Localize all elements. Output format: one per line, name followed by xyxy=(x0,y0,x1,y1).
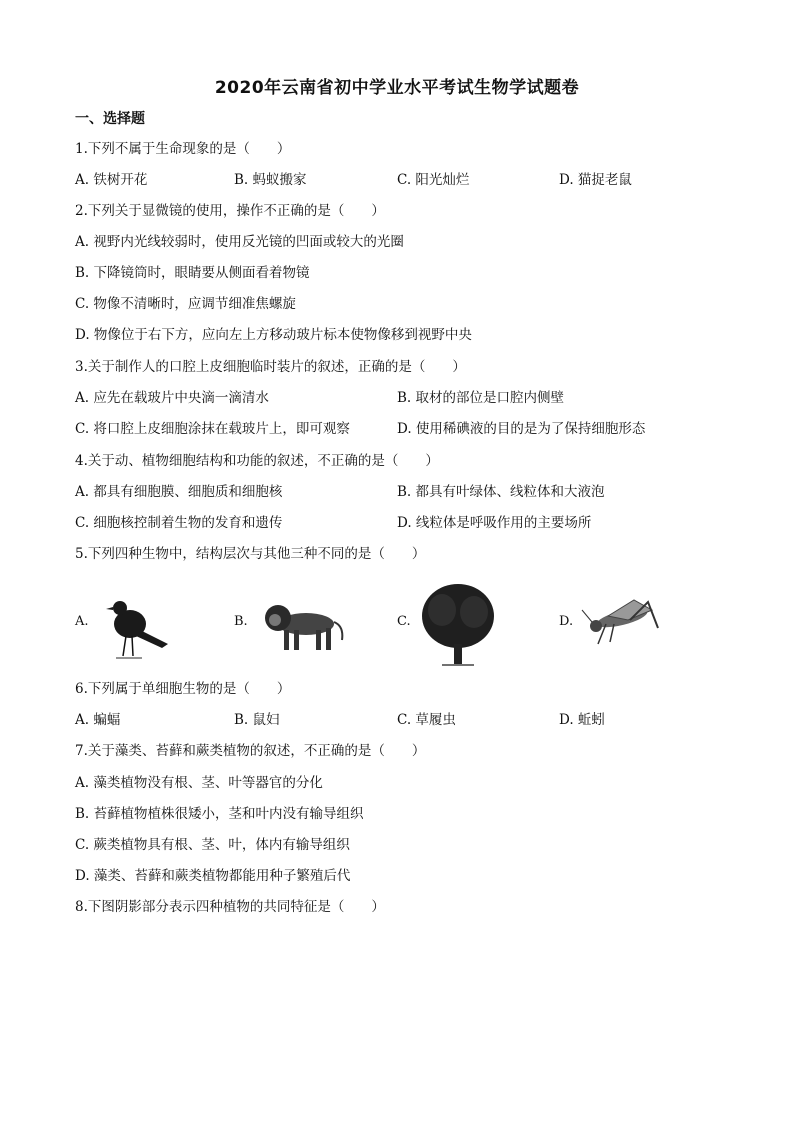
question-7-option-a: A. 藻类植物没有根、茎、叶等器官的分化 xyxy=(75,775,323,791)
question-1-option-a: A. 铁树开花 xyxy=(75,172,148,188)
question-2-option-a: A. 视野内光线较弱时，使用反光镜的凹面或较大的光圈 xyxy=(75,234,404,250)
question-1-stem: 1.下列不属于生命现象的是（ ） xyxy=(75,141,291,157)
question-4-option-d: D. 线粒体是呼吸作用的主要场所 xyxy=(397,515,592,531)
question-3-stem: 3.关于制作人的口腔上皮细胞临时装片的叙述，正确的是（ ） xyxy=(75,359,466,375)
question-4-option-a: A. 都具有细胞膜、细胞质和细胞核 xyxy=(75,484,283,500)
question-6-stem: 6.下列属于单细胞生物的是（ ） xyxy=(75,681,291,697)
lion-image xyxy=(258,580,348,672)
question-1-option-b: B. 蚂蚁搬家 xyxy=(234,172,307,188)
question-7-option-c: C. 蕨类植物具有根、茎、叶，体内有输导组织 xyxy=(75,837,350,853)
question-6-option-b: B. 鼠妇 xyxy=(234,712,280,728)
question-3-option-b: B. 取材的部位是口腔内侧壁 xyxy=(397,390,565,406)
question-7-option-b: B. 苔藓植物植株很矮小，茎和叶内没有输导组织 xyxy=(75,806,364,822)
question-8-stem: 8.下图阴影部分表示四种植物的共同特征是（ ） xyxy=(75,899,385,915)
tree-image xyxy=(418,580,498,672)
question-6-option-c: C. 草履虫 xyxy=(397,712,456,728)
question-4-option-c: C. 细胞核控制着生物的发育和遗传 xyxy=(75,515,283,531)
question-3-option-c: C. 将口腔上皮细胞涂抹在载玻片上，即可观察 xyxy=(75,421,350,437)
question-7-stem: 7.关于藻类、苔藓和蕨类植物的叙述，不正确的是（ ） xyxy=(75,743,426,759)
question-1-option-c: C. 阳光灿烂 xyxy=(397,172,470,188)
question-4-option-b: B. 都具有叶绿体、线粒体和大液泡 xyxy=(397,484,605,500)
question-2-option-b: B. 下降镜筒时，眼睛要从侧面看着物镜 xyxy=(75,265,310,281)
question-7-option-d: D. 藻类、苔藓和蕨类植物都能用种子繁殖后代 xyxy=(75,868,351,884)
question-3-option-a: A. 应先在载玻片中央滴一滴清水 xyxy=(75,390,269,406)
question-5-option-d: D. xyxy=(559,614,574,629)
question-2-option-c: C. 物像不清晰时，应调节细准焦螺旋 xyxy=(75,296,296,312)
question-1-option-d: D. 猫捉老鼠 xyxy=(559,172,632,188)
question-5-option-a: A. xyxy=(75,614,89,629)
bird-image xyxy=(96,580,178,672)
question-6-option-d: D. 蚯蚓 xyxy=(559,712,605,728)
question-6-option-a: A. 蝙蝠 xyxy=(75,712,121,728)
question-2-option-d: D. 物像位于右下方，应向左上方移动玻片标本使物像移到视野中央 xyxy=(75,327,472,343)
section-heading: 一、选择题 xyxy=(75,111,145,127)
question-5-stem: 5.下列四种生物中，结构层次与其他三种不同的是（ ） xyxy=(75,546,426,562)
question-2-stem: 2.下列关于显微镜的使用，操作不正确的是（ ） xyxy=(75,203,385,219)
question-4-stem: 4.关于动、植物细胞结构和功能的叙述，不正确的是（ ） xyxy=(75,453,439,469)
question-3-option-d: D. 使用稀碘液的目的是为了保持细胞形态 xyxy=(397,421,646,437)
grasshopper-image xyxy=(578,580,662,672)
page-title: 2020年云南省初中学业水平考试生物学试题卷 xyxy=(214,78,580,98)
question-5-option-b: B. xyxy=(234,614,248,629)
question-5-option-c: C. xyxy=(397,614,411,629)
